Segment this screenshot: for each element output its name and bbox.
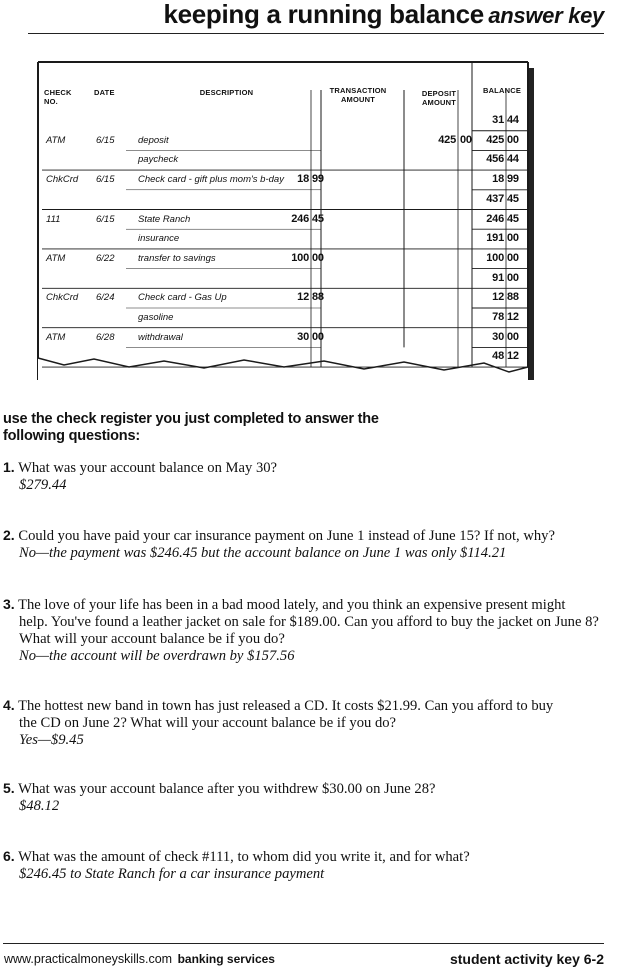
register-transaction-dollars: 30	[297, 330, 309, 343]
question-number: 6.	[3, 848, 15, 864]
header-description: DESCRIPTION	[199, 88, 254, 97]
register-check-no: 111	[46, 213, 61, 225]
title-divider	[28, 33, 604, 34]
question-text: What was your account balance after you withdrew $30.00 on June 28?	[18, 781, 436, 797]
register-balance-dollars: 425	[486, 133, 504, 146]
header-deposit-amount: DEPOSIT AMOUNT	[421, 89, 457, 107]
register-balance-dollars: 78	[492, 311, 504, 323]
register-description: State Ranch	[138, 213, 191, 225]
register-balance-dollars: 30	[492, 330, 504, 343]
question-answer: Yes—$9.45	[19, 732, 84, 748]
register-balance-dollars: 456	[486, 153, 504, 166]
question-1	[3, 459, 603, 494]
register-transaction-dollars: 12	[297, 291, 309, 304]
question-text: What was your account balance on May 30?	[18, 460, 278, 476]
title-subtitle: answer key	[488, 3, 604, 28]
question-number: 5.	[3, 780, 15, 796]
register-deposit-dollars: 425	[438, 133, 456, 146]
header-transaction-amount: TRANSACTION AMOUNT	[329, 86, 387, 104]
register-transaction-cents: 00	[312, 330, 324, 343]
opening-balance-dollars: 31	[492, 114, 504, 126]
register-transaction-cents: 99	[312, 173, 324, 186]
register-check-no: ChkCrd	[46, 292, 79, 304]
footer-url[interactable]: www.practicalmoneyskills.com	[4, 952, 173, 966]
question-number: 1.	[3, 459, 15, 475]
register-description: transfer to savings	[138, 252, 216, 264]
register-balance-cents: 00	[507, 271, 519, 284]
register-date: 6/24	[96, 292, 115, 304]
register-check-no: ATM	[46, 134, 66, 146]
header-balance: BALANCE	[482, 86, 522, 95]
question-answer: $246.45 to State Ranch for a car insurance payment	[19, 866, 325, 882]
register-balance-dollars: 100	[486, 251, 504, 264]
question-number: 2.	[3, 527, 15, 543]
register-transaction-dollars: 18	[297, 173, 309, 186]
register-date: 6/15	[96, 174, 115, 186]
register-transaction-cents: 00	[312, 251, 324, 264]
check-register	[34, 58, 540, 386]
register-date: 6/15	[96, 213, 115, 225]
question-5	[3, 780, 603, 815]
question-text: The love of your life has been in a bad mood lately, and you think an expensive present might	[18, 597, 566, 613]
register-date: 6/28	[96, 331, 115, 343]
footer-page-label: student activity key 6-2	[449, 951, 604, 967]
opening-balance-cents: 44	[507, 114, 519, 126]
register-description: insurance	[138, 233, 180, 245]
register-balance-cents: 88	[507, 291, 519, 304]
register-balance-dollars: 18	[492, 173, 504, 186]
register-description: Check card - gift plus mom's b-day	[138, 174, 284, 186]
register-check-no: ATM	[46, 331, 66, 343]
register-balance-cents: 00	[507, 232, 519, 245]
footer-divider	[3, 943, 604, 944]
footer-section: banking services	[177, 952, 275, 966]
register-check-no: ChkCrd	[46, 174, 79, 186]
register-balance-dollars: 246	[486, 212, 504, 225]
register-balance-dollars: 91	[492, 271, 504, 284]
question-answer: $279.44	[19, 477, 67, 493]
register-description: gasoline	[138, 312, 174, 323]
title-main: keeping a running balance	[163, 0, 484, 29]
question-number: 4.	[3, 697, 15, 713]
register-balance-cents: 00	[507, 330, 519, 343]
register-date: 6/15	[96, 134, 115, 146]
question-2	[3, 527, 603, 562]
register-deposit-cents: 00	[460, 133, 472, 146]
register-balance-cents: 44	[507, 153, 519, 166]
question-text: The hottest new band in town has just released a CD. It costs $21.99. Can you afford to buy	[18, 698, 554, 714]
register-balance-cents: 00	[507, 251, 519, 264]
question-text-continued: help. You've found a leather jacket on sale for $189.00. Can you afford to buy the jacket on June 8? What will your account balance be if you do?	[19, 614, 599, 647]
question-number: 3.	[3, 596, 15, 612]
register-description: paycheck	[138, 154, 179, 166]
register-transaction-dollars: 100	[291, 251, 309, 264]
register-date: 6/22	[96, 252, 115, 264]
question-answer: $48.12	[19, 798, 60, 814]
footer-left	[4, 952, 275, 966]
register-balance-cents: 12	[507, 311, 519, 323]
register-balance-cents: 12	[507, 350, 519, 363]
question-3	[3, 596, 603, 665]
register-balance-dollars: 437	[486, 192, 504, 205]
register-shadow	[529, 68, 534, 380]
page-title	[0, 0, 604, 32]
question-text-continued: the CD on June 2? What will your account balance be if you do?	[19, 715, 397, 731]
header-date: DATE	[94, 88, 115, 97]
register-balance-dollars: 12	[492, 291, 504, 304]
register-description: withdrawal	[138, 331, 183, 343]
register-balance-dollars: 48	[492, 350, 504, 363]
register-balance-cents: 45	[507, 212, 519, 225]
header-check-no: CHECK NO.	[44, 88, 72, 106]
question-text: What was the amount of check #111, to whom did you write it, and for what?	[18, 849, 470, 865]
instructions: use the check register you just completed to answer the following questions:	[3, 411, 379, 444]
question-4	[3, 697, 603, 749]
question-text: Could you have paid your car insurance payment on June 1 instead of June 15? If not, why?	[18, 528, 555, 544]
register-check-no: ATM	[46, 252, 66, 264]
register-balance-cents: 99	[507, 173, 519, 186]
question-answer: No—the account will be overdrawn by $157.56	[19, 648, 295, 664]
register-description: deposit	[138, 134, 169, 146]
register-balance-cents: 45	[507, 192, 519, 205]
register-transaction-cents: 45	[312, 212, 324, 225]
register-transaction-dollars: 246	[291, 212, 309, 225]
register-balance-cents: 00	[507, 133, 519, 146]
question-answer: No—the payment was $246.45 but the account balance on June 1 was only $114.21	[19, 545, 507, 561]
question-6	[3, 848, 603, 883]
register-balance-dollars: 191	[486, 232, 504, 245]
register-torn-edge	[38, 358, 528, 386]
register-description: Check card - Gas Up	[138, 292, 227, 304]
register-transaction-cents: 88	[312, 291, 324, 304]
